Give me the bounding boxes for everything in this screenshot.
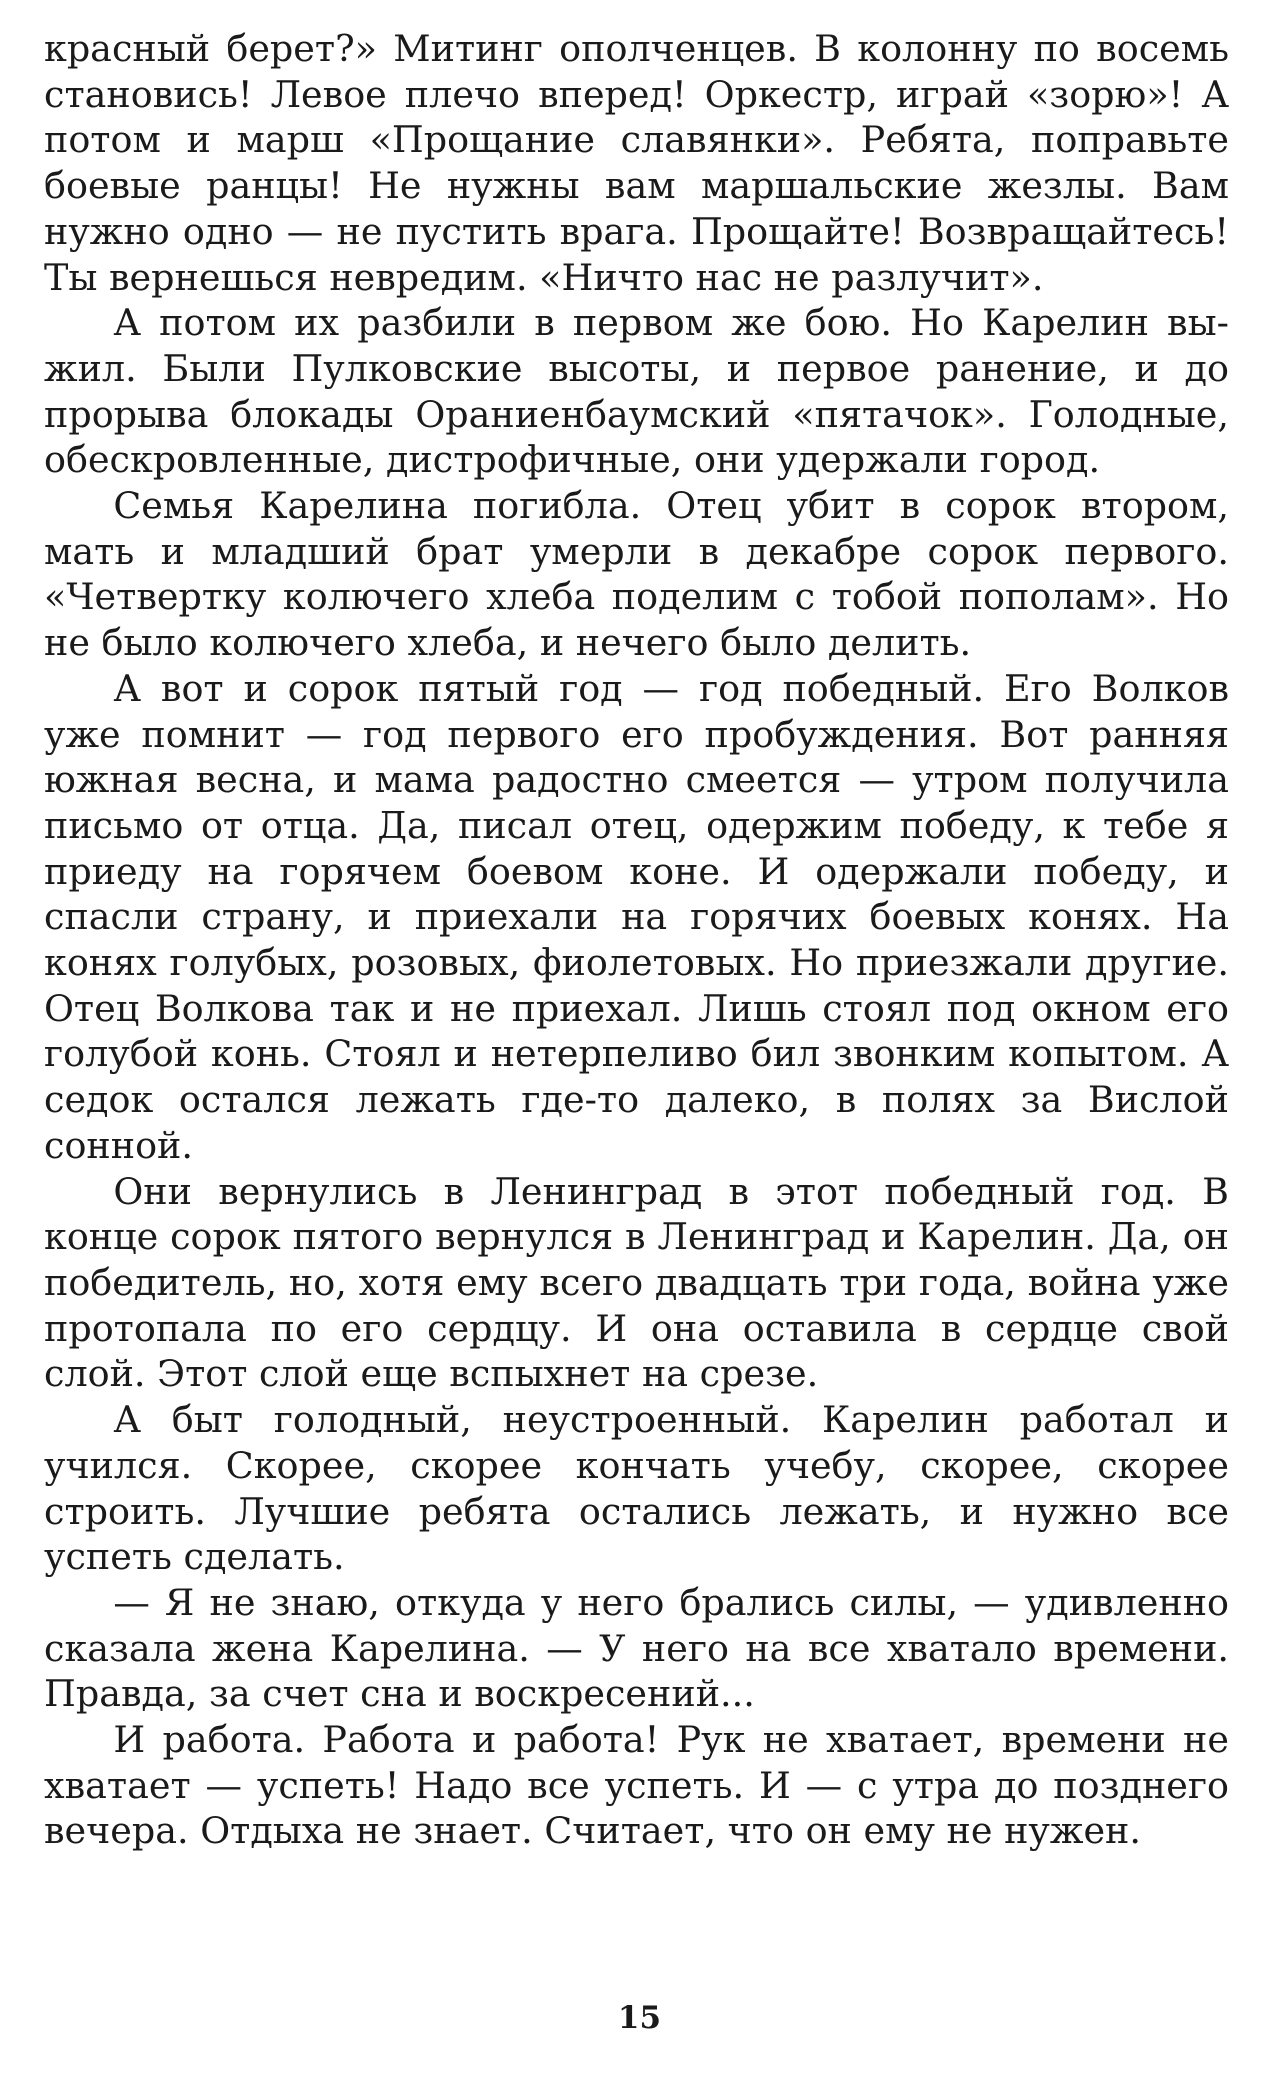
paragraph-3: Семья Карелина погибла. Отец убит в сорок втором, мать и младший брат умерли в декабре сорок первого. «Четвертку колючего хлеба поделим с тобой пополам». Но не было колючего хлеба, и нечего было делить. <box>44 484 1229 665</box>
paragraph-2: А потом их разбили в первом же бою. Но Карелин выжил. Были Пулковские высоты, и первое ранение, и до прорыва блокады Ораниенбаумский «пятачок». Голодные, обескровленные, дистрофичные, они удержали город. <box>44 301 1229 482</box>
paragraph-5: Они вернулись в Ленинград в этот победный год. В конце сорок пятого вернулся в Ленинград и Карелин. Да, он победитель, но, хотя ему всего двадцать три года, война уже протопала по его сердцу. И она оставила в сердце свой слой. Этот слой еще вспыхнет на срезе. <box>44 1169 1229 1396</box>
page-text-body <box>44 26 1229 1854</box>
paragraph-4: А вот и сорок пятый год — год победный. Его Волков уже помнит — год первого его пробуждения. Вот ранняя южная весна, и мама радостно смеется — утром получила письмо от отца. Да, писал отец, одержим победу, к тебе я приеду на горячем боевом коне. И одержали победу, и спасли страну, и приехали на горячих боевых конях. На конях голубых, розовых, фиолетовых. Но приезжали другие. Отец Волкова так и не приехал. Лишь стоял под окном его голубой конь. Стоял и нетерпеливо бил звонким копытом. А седок остался лежать где-то далеко, в полях за Вислой сонной. <box>44 666 1229 1167</box>
paragraph-1: красный берет?» Митинг ополченцев. В колонну по восемь становись! Левое плечо вперед! Оркестр, играй «зорю»! А потом и марш «Прощание славянки». Ребята, поправьте боевые ранцы! Не нужны вам маршальские жезлы. Вам нужно одно — не пустить врага. Прощайте! Возвращайтесь! Ты вернешься невредим. «Ничто нас не разлучит». <box>44 27 1229 299</box>
paragraph-6: А быт голодный, неустроенный. Карелин работал и учился. Скорее, скорее кончать учебу, скорее, скорее строить. Лучшие ребята остались лежать, и нужно все успеть сделать. <box>44 1398 1229 1579</box>
page-number: 15 <box>617 2000 662 2036</box>
paragraph-7: — Я не знаю, откуда у него брались силы, — удивленно сказала жена Карелина. — У него на все хватало времени. Правда, за счет сна и воскресений... <box>44 1580 1229 1716</box>
paragraph-8: И работа. Работа и работа! Рук не хватает, времени не хватает — успеть! Надо все успеть. И — с утра до позднего вечера. Отдыха не знает. Считает, что он ему не нужен. <box>44 1718 1229 1853</box>
